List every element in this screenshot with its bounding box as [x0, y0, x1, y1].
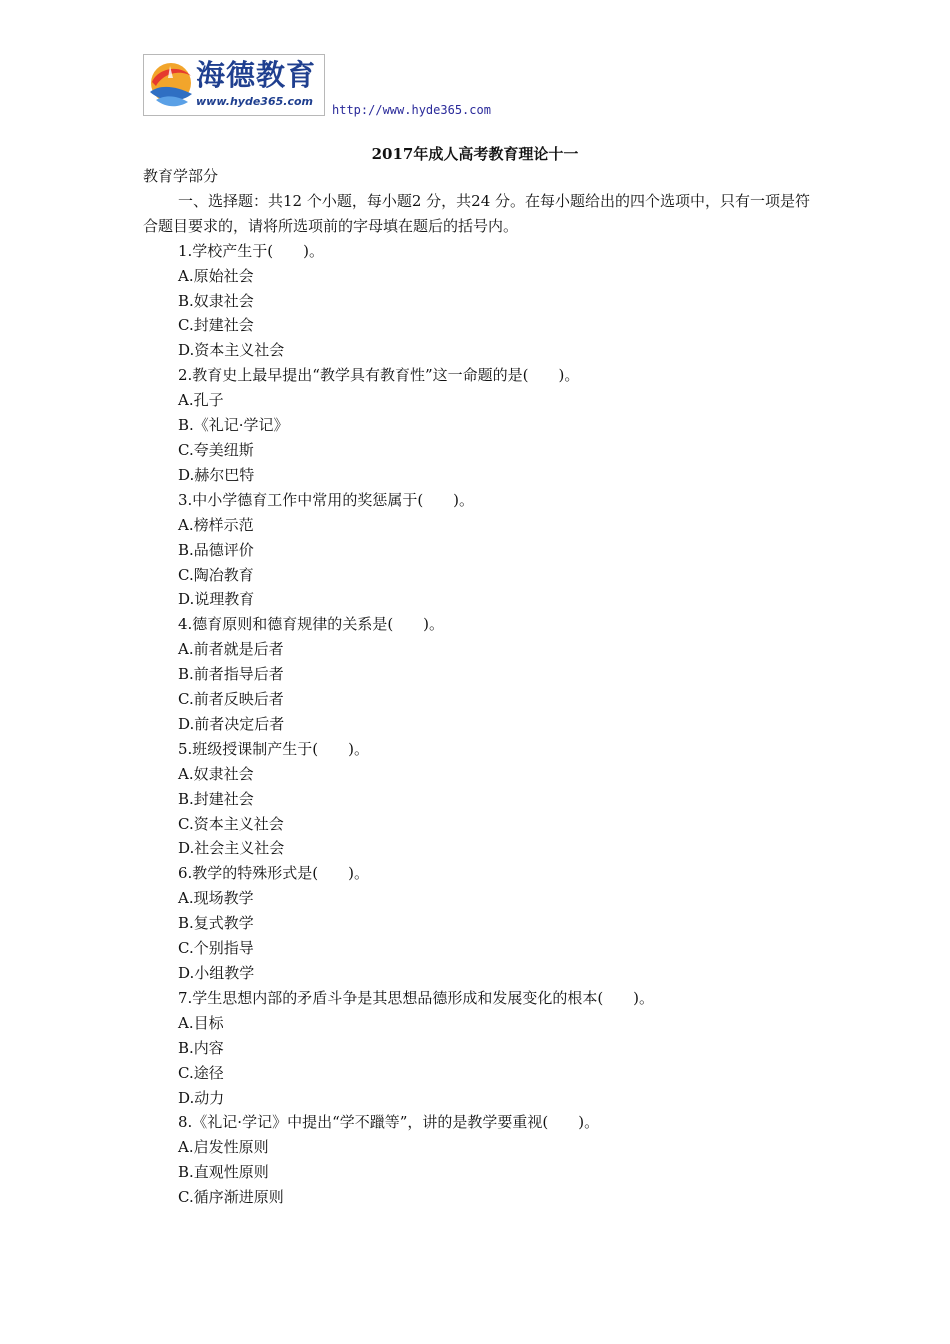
logo-url: www.hyde365.com [196, 95, 313, 108]
logo-emblem-icon [146, 56, 196, 114]
answer-option: A.启发性原则 [178, 1138, 269, 1157]
question-stem: 8.《礼记·学记》中提出“学不躐等”，讲的是教学要重视( )。 [178, 1113, 600, 1132]
answer-option: B.直观性原则 [178, 1163, 269, 1182]
answer-option: C.途径 [178, 1063, 224, 1082]
page-header [143, 54, 491, 116]
instructions: 一、选择题：共12 个小题，每小题2 分，共24 分。在每小题给出的四个选项中，只有一项是符合题目要求的，请将所选项前的字母填在题后的括号内。 [143, 191, 811, 235]
answer-option: A.孔子 [178, 391, 224, 410]
answer-option: B.奴隶社会 [178, 291, 254, 310]
answer-option: A.原始社会 [178, 266, 254, 285]
answer-option: A.现场教学 [178, 889, 254, 908]
answer-option: D.资本主义社会 [178, 341, 285, 360]
answer-option: B.封建社会 [178, 789, 254, 808]
question-stem: 2.教育史上最早提出“教学具有教育性”这一命题的是( )。 [178, 366, 580, 385]
answer-option: B.品德评价 [178, 540, 254, 559]
question-stem: 4.德育原则和德育规律的关系是( )。 [178, 615, 445, 634]
answer-option: B.《礼记·学记》 [178, 416, 289, 435]
answer-option: C.资本主义社会 [178, 814, 284, 833]
answer-option: D.赫尔巴特 [178, 465, 255, 484]
logo-name: 海德教育 [196, 58, 317, 92]
site-link[interactable]: http://www.hyde365.com [332, 103, 491, 117]
answer-option: B.前者指导后者 [178, 665, 284, 684]
question-stem: 5.班级授课制产生于( )。 [178, 739, 370, 758]
answer-option: D.社会主义社会 [178, 839, 285, 858]
answer-option: C.前者反映后者 [178, 690, 284, 709]
answer-option: D.前者决定后者 [178, 714, 285, 733]
answer-option: C.个别指导 [178, 939, 254, 958]
document-title: 2017年成人高考教育理论十一 [371, 145, 579, 163]
answer-option: D.小组教学 [178, 964, 255, 982]
hyde-logo [143, 54, 325, 116]
answer-option: A.目标 [178, 1013, 224, 1032]
answer-option: A.榜样示范 [178, 515, 254, 534]
question-stem: 1.学校产生于( )。 [178, 241, 325, 260]
document-body [143, 164, 813, 1210]
answer-option: C.封建社会 [178, 316, 254, 335]
question-stem: 6.教学的特殊形式是( )。 [178, 864, 370, 883]
answer-option: D.说理教育 [178, 590, 255, 609]
answer-option: B.内容 [178, 1038, 224, 1057]
answer-option: B.复式教学 [178, 914, 254, 933]
answer-option: C.夸美纽斯 [178, 440, 254, 459]
question-stem: 3.中小学德育工作中常用的奖惩属于( )。 [178, 490, 475, 509]
answer-option: A.奴隶社会 [178, 764, 254, 783]
answer-option: D.动力 [178, 1088, 225, 1107]
question-list [143, 239, 813, 1210]
question-stem: 7.学生思想内部的矛盾斗争是其思想品德形成和发展变化的根本( )。 [178, 988, 655, 1007]
answer-option: C.陶冶教育 [178, 565, 254, 584]
section-heading: 教育学部分 [143, 167, 219, 185]
answer-option: A.前者就是后者 [178, 640, 284, 659]
answer-option: C.循序渐进原则 [178, 1188, 284, 1207]
